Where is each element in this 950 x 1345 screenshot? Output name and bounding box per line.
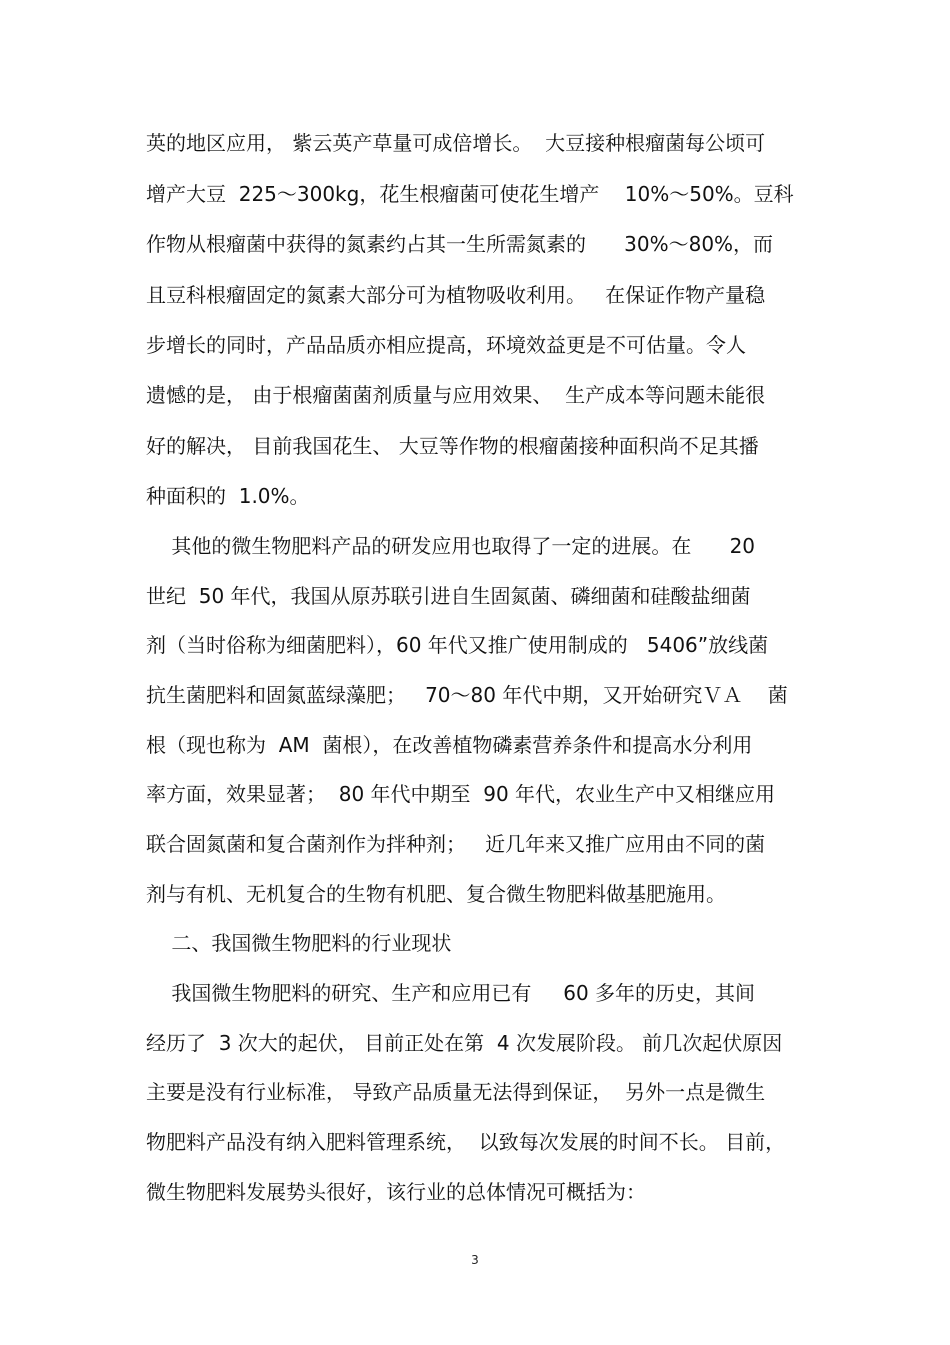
text-line: 英的地区应用， 紫云英产草量可成倍增长。 大豆接种根瘤菌每公顷可: [146, 131, 766, 155]
text-line: 主要是没有行业标准， 导致产品质量无法得到保证， 另外一点是微生: [146, 1080, 766, 1104]
text-line: 世纪 50 年代，我国从原苏联引进自生固氮菌、磷细菌和硅酸盐细菌: [146, 584, 751, 608]
text-line: 物肥料产品没有纳入肥料管理系统， 以致每次发展的时间不长。 目前，: [146, 1130, 786, 1154]
text-line: 剂（当时俗称为细菌肥料），60 年代又推广使用制成的 5406”放线菌: [146, 633, 769, 657]
text-line: 剂与有机、无机复合的生物有机肥、复合微生物肥料做基肥施用。: [146, 882, 726, 906]
page-number: 3: [471, 1253, 479, 1267]
text-line: 经历了 3 次大的起伏， 目前正处在第 4 次发展阶段。 前几次起伏原因: [146, 1031, 783, 1055]
text-line: 根（现也称为 AM 菌根），在改善植物磷素营养条件和提高水分利用: [146, 733, 753, 757]
paragraph-start-line: 我国微生物肥料的研究、生产和应用已有 60 多年的历史，其间: [146, 981, 756, 1005]
text-line: 增产大豆 225～300kg，花生根瘤菌可使花生增产 10%～50%。豆科: [146, 182, 794, 206]
text-line: 微生物肥料发展势头很好，该行业的总体情况可概括为：: [146, 1180, 646, 1204]
text-line: 率方面，效果显著； 80 年代中期至 90 年代，农业生产中又相继应用: [146, 782, 776, 806]
section-heading: 二、我国微生物肥料的行业现状: [146, 931, 452, 955]
text-line: 好的解决， 目前我国花生、 大豆等作物的根瘤菌接种面积尚不足其播: [146, 434, 759, 458]
text-line: 联合固氮菌和复合菌剂作为拌种剂； 近几年来又推广应用由不同的菌: [146, 832, 766, 856]
paragraph-start-line: 其他的微生物肥料产品的研发应用也取得了一定的进展。在 20: [146, 534, 756, 558]
text-line: 步增长的同时，产品品质亦相应提高，环境效益更是不可估量。令人: [146, 333, 746, 357]
text-line: 且豆科根瘤固定的氮素大部分可为植物吸收利用。 在保证作物产量稳: [146, 283, 766, 307]
text-line: 作物从根瘤菌中获得的氮素约占其一生所需氮素的 30%～80%，而: [146, 232, 774, 256]
text-line: 抗生菌肥料和固氮蓝绿藻肥； 70～80 年代中期，又开始研究ＶＡ 菌: [146, 683, 788, 707]
text-line: 种面积的 1.0%。: [146, 484, 310, 508]
text-line: 遗憾的是， 由于根瘤菌菌剂质量与应用效果、 生产成本等问题未能很: [146, 383, 766, 407]
